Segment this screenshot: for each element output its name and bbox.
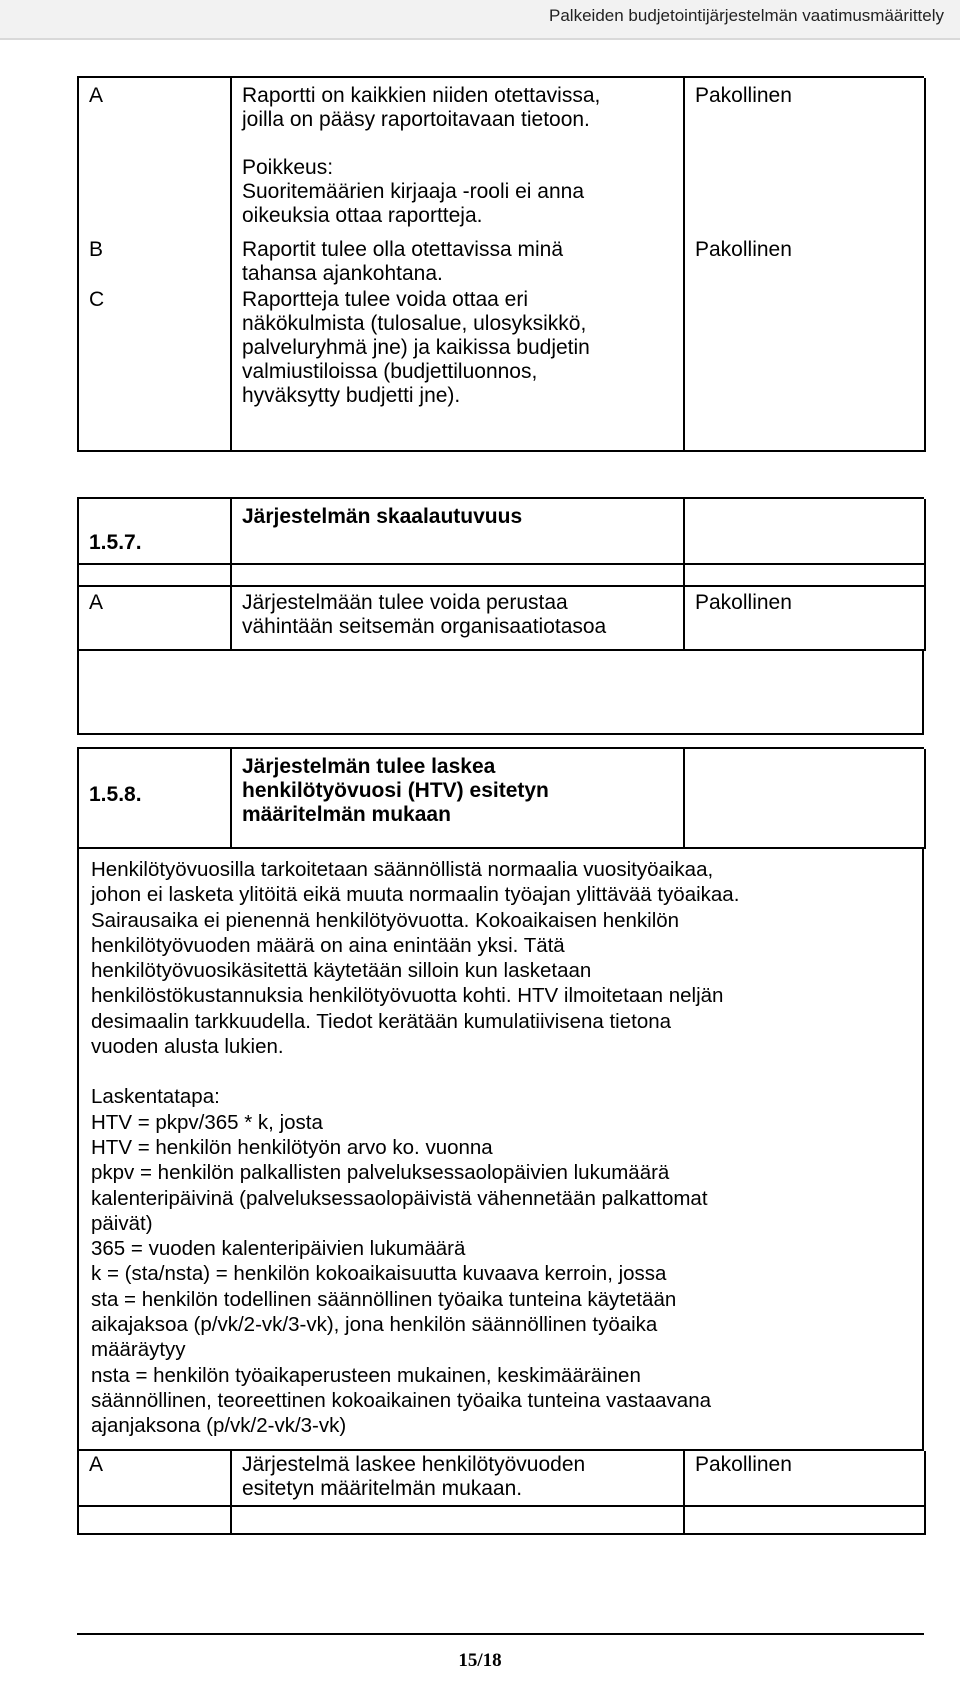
requirements-table-1-body <box>77 76 924 452</box>
row-code-a: A <box>79 78 232 238</box>
page-header <box>0 0 960 40</box>
spacer-cell <box>79 565 232 587</box>
htv-definition: Henkilötyövuosilla tarkoitetaan säännöllistä normaalia vuosityöaikaa, johon ei lasketa ylitöitä eikä muuta normaalin työajan ylittävää työaikaa. Sairausaika ei pienennä henkilötyövuotta. Kokoaikaisen henkilön henkilötyövuoden määrä on aina enintään yksi. Tätä henkilötyövuosikäsitettä käytetään silloin kun lasketaan henkilöstökustannuksia henkilötyövuotta kohti. HTV ilmoitetaan neljän desimaalin tarkkuudella. Tiedot kerätään kumulatiivisena tietona vuoden alusta lukien. Laskentatapa: HTV = pkpv/365 * k, josta HTV = henkilön henkilötyön arvo ko. vuonna pkpv = henkilön palkallisten palveluksessaolopäivien lukumäärä kalenteripäivinä (palveluksessaolopäivistä vähennetään palkattomat päivät) 365 = vuoden kalenteripäivien lukumäärä k = (sta/nsta) = henkilön kokoaikaisuutta kuvaava kerroin, jossa sta = henkilön todellinen säännöllinen työaika tunteina käytetään aikajaksoa (p/vk/2-vk/3-vk), jona henkilön säännöllinen työaika määräytyy nsta = henkilön työaikaperusteen mukainen, keskimääräinen säännöllinen, teoreettinen kokoaikainen työaika tunteina vastaavana ajanjaksona (p/vk/2-vk/3-vk) <box>77 849 924 1451</box>
section-1-5-7 <box>77 497 924 735</box>
section-title: Järjestelmän skaalautuvuus <box>232 499 685 565</box>
row-status-c <box>685 288 926 452</box>
spacer-cell <box>232 565 685 587</box>
document-title: Palkeiden budjetointijärjestelmän vaatimusmäärittely <box>549 6 944 25</box>
row-code-c: C <box>79 288 232 452</box>
empty-cell <box>232 1507 685 1535</box>
row-code: A <box>79 587 232 651</box>
spacer-cell <box>685 565 926 587</box>
section-number: 1.5.7. <box>79 499 232 565</box>
empty-cell <box>79 1507 232 1535</box>
section-number: 1.5.8. <box>79 749 232 849</box>
section-title: Järjestelmän tulee laskea henkilötyövuosi (HTV) esitetyn määritelmän mukaan <box>232 749 685 849</box>
section-title-status <box>685 499 926 565</box>
row-code-b: B <box>79 238 232 288</box>
empty-cell <box>685 1507 926 1535</box>
row-text-c: Raportteja tulee voida ottaa eri näkökulmista (tulosalue, ulosyksikkö, palveluryhmä jne) ja kaikissa budjetin valmiustiloissa (budjettiluonnos, hyväksytty budjetti jne). <box>232 288 685 452</box>
row-status-b: Pakollinen <box>685 238 926 288</box>
empty-row <box>77 651 924 735</box>
row-text-b: Raportit tulee olla otettavissa minä tahansa ajankohtana. <box>232 238 685 288</box>
footer-rule <box>77 1633 924 1635</box>
row-text-a: Raportti on kaikkien niiden otettavissa, joilla on pääsy raportoitavaan tietoon. Poikkeus: Suoritemäärien kirjaaja -rooli ei anna oikeuksia ottaa raportteja. <box>232 78 685 238</box>
row-status: Pakollinen <box>685 1451 926 1507</box>
section-1-5-8 <box>77 747 924 1535</box>
row-status: Pakollinen <box>685 587 926 651</box>
row-text: Järjestelmä laskee henkilötyövuoden esitetyn määritelmän mukaan. <box>232 1451 685 1507</box>
row-code: A <box>79 1451 232 1507</box>
row-text: Järjestelmään tulee voida perustaa vähintään seitsemän organisaatiotasoa <box>232 587 685 651</box>
section-title-status <box>685 749 926 849</box>
row-status-a: Pakollinen <box>685 78 926 238</box>
page-number: 15/18 <box>458 1650 502 1671</box>
